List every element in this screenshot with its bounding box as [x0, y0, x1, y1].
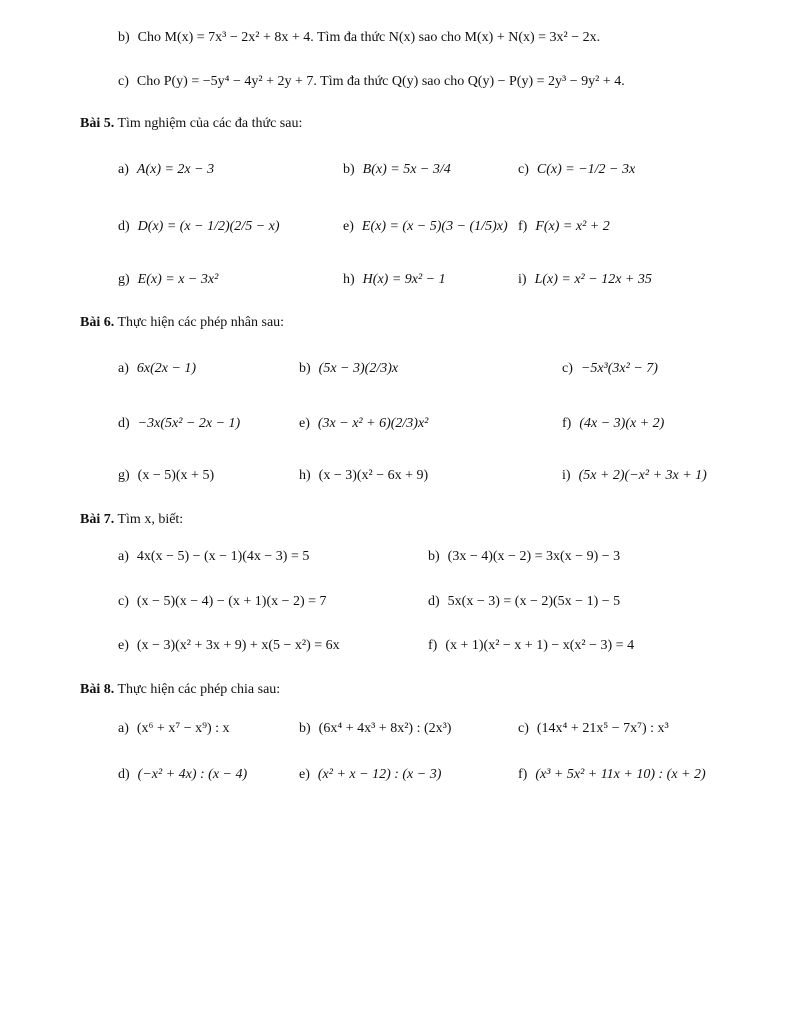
item-expression: (5x + 2)(−x² + 3x + 1)	[578, 468, 707, 483]
item-expression: (3x − x² + 6)(2/3)x²	[317, 416, 429, 431]
item-label: b)	[428, 549, 440, 564]
exercise-4c	[118, 74, 625, 90]
bai6-item-b	[299, 361, 398, 377]
item-expression: −5x³(3x² − 7)	[580, 361, 658, 376]
item-label: g)	[118, 272, 130, 287]
section-description: Tìm x, biết:	[117, 512, 184, 527]
item-label: e)	[299, 767, 310, 782]
item-label: e)	[343, 219, 354, 234]
item-label: i)	[518, 272, 527, 287]
section-title: Bài 7.	[80, 512, 115, 527]
item-expression: (14x⁴ + 21x⁵ − 7x⁷) : x³	[536, 721, 669, 736]
section-heading-bai7	[80, 512, 183, 528]
item-expression: (4x − 3)(x + 2)	[579, 416, 665, 431]
bai5-item-b	[343, 162, 451, 178]
item-label: d)	[428, 594, 440, 609]
bai6-item-a	[118, 361, 196, 377]
item-label: a)	[118, 549, 129, 564]
bai5-item-g	[118, 272, 218, 288]
item-label: d)	[118, 219, 130, 234]
exercise-4b	[118, 30, 600, 46]
item-expression: A(x) = 2x − 3	[136, 162, 215, 177]
item-expression: B(x) = 5x − 3/4	[362, 162, 451, 177]
section-heading-bai8	[80, 682, 280, 698]
bai8-item-d	[118, 767, 247, 783]
bai8-item-e	[299, 767, 441, 783]
item-expression: E(x) = x − 3x²	[137, 272, 219, 287]
item-expression: (6x⁴ + 4x³ + 8x²) : (2x³)	[318, 721, 452, 736]
item-expression: (−x² + 4x) : (x − 4)	[137, 767, 248, 782]
section-heading-bai5	[80, 116, 302, 132]
section-title: Bài 6.	[80, 315, 115, 330]
item-expression: (x − 3)(x² − 6x + 9)	[318, 468, 429, 483]
item-label: b)	[299, 361, 311, 376]
item-label: b)	[343, 162, 355, 177]
item-label: c)	[518, 721, 529, 736]
bai8-item-c	[518, 721, 669, 737]
section-description: Thực hiện các phép chia sau:	[117, 682, 281, 697]
item-label: e)	[118, 638, 129, 653]
item-expression: (x³ + 5x² + 11x + 10) : (x + 2)	[535, 767, 706, 782]
item-expression: (x − 3)(x² + 3x + 9) + x(5 − x²) = 6x	[136, 638, 340, 653]
bai8-item-f	[518, 767, 706, 783]
bai7-item-e	[118, 638, 340, 654]
item-label: h)	[343, 272, 355, 287]
bai7-item-d	[428, 594, 620, 610]
bai6-item-g	[118, 468, 214, 484]
item-expression: (3x − 4)(x − 2) = 3x(x − 9) − 3	[447, 549, 621, 564]
section-description: Thực hiện các phép nhân sau:	[117, 315, 285, 330]
item-label: b)	[299, 721, 311, 736]
item-label: c)	[118, 594, 129, 609]
bai5-item-i	[518, 272, 652, 288]
item-label: a)	[118, 361, 129, 376]
item-expression: (x² + x − 12) : (x − 3)	[317, 767, 442, 782]
item-label: c)	[118, 74, 129, 89]
item-expression: (x⁶ + x⁷ − x⁹) : x	[136, 721, 230, 736]
section-title: Bài 8.	[80, 682, 115, 697]
bai7-item-c	[118, 594, 327, 610]
item-expression: L(x) = x² − 12x + 35	[534, 272, 652, 287]
item-label: a)	[118, 162, 129, 177]
item-expression: (x − 5)(x − 4) − (x + 1)(x − 2) = 7	[136, 594, 327, 609]
item-label: a)	[118, 721, 129, 736]
bai6-item-e	[299, 416, 428, 432]
item-label: b)	[118, 30, 130, 45]
item-expression: 4x(x − 5) − (x − 1)(4x − 3) = 5	[136, 549, 310, 564]
item-label: f)	[428, 638, 438, 653]
bai8-item-b	[299, 721, 451, 737]
bai5-item-a	[118, 162, 214, 178]
item-expression: 6x(2x − 1)	[136, 361, 197, 376]
item-label: e)	[299, 416, 310, 431]
bai5-item-c	[518, 162, 635, 178]
item-label: c)	[518, 162, 529, 177]
item-expression: (x + 1)(x² − x + 1) − x(x² − 3) = 4	[445, 638, 635, 653]
bai7-item-b	[428, 549, 620, 565]
bai6-item-d	[118, 416, 240, 432]
item-label: f)	[562, 416, 572, 431]
bai5-item-h	[343, 272, 446, 288]
item-label: d)	[118, 416, 130, 431]
section-description: Tìm nghiệm của các đa thức sau:	[117, 116, 303, 131]
item-expression: (x − 5)(x + 5)	[137, 468, 215, 483]
item-label: i)	[562, 468, 571, 483]
item-label: h)	[299, 468, 311, 483]
item-expression: F(x) = x² + 2	[535, 219, 610, 234]
bai6-item-h	[299, 468, 428, 484]
bai6-item-c	[562, 361, 658, 377]
item-expression: (5x − 3)(2/3)x	[318, 361, 399, 376]
item-label: d)	[118, 767, 130, 782]
section-title: Bài 5.	[80, 116, 115, 131]
bai7-item-f	[428, 638, 634, 654]
bai6-item-f	[562, 416, 664, 432]
bai8-item-a	[118, 721, 230, 737]
bai7-item-a	[118, 549, 309, 565]
item-expression: −3x(5x² − 2x − 1)	[137, 416, 241, 431]
bai5-item-d	[118, 219, 280, 235]
item-expression: D(x) = (x − 1/2)(2/5 − x)	[137, 219, 280, 234]
item-expression: C(x) = −1/2 − 3x	[536, 162, 636, 177]
item-expression: E(x) = (x − 5)(3 − (1/5)x)	[361, 219, 508, 234]
section-heading-bai6	[80, 315, 284, 331]
item-text: Cho P(y) = −5y⁴ − 4y² + 2y + 7. Tìm đa thức Q(y) sao cho Q(y) − P(y) = 2y³ − 9y² + 4.	[136, 74, 625, 89]
item-expression: 5x(x − 3) = (x − 2)(5x − 1) − 5	[447, 594, 621, 609]
bai6-item-i	[562, 468, 707, 484]
item-label: g)	[118, 468, 130, 483]
item-expression: H(x) = 9x² − 1	[362, 272, 446, 287]
item-text: Cho M(x) = 7x³ − 2x² + 8x + 4. Tìm đa thức N(x) sao cho M(x) + N(x) = 3x² − 2x.	[137, 30, 601, 45]
item-label: f)	[518, 767, 528, 782]
bai5-item-e	[343, 219, 508, 235]
bai5-item-f	[518, 219, 610, 235]
item-label: c)	[562, 361, 573, 376]
item-label: f)	[518, 219, 528, 234]
